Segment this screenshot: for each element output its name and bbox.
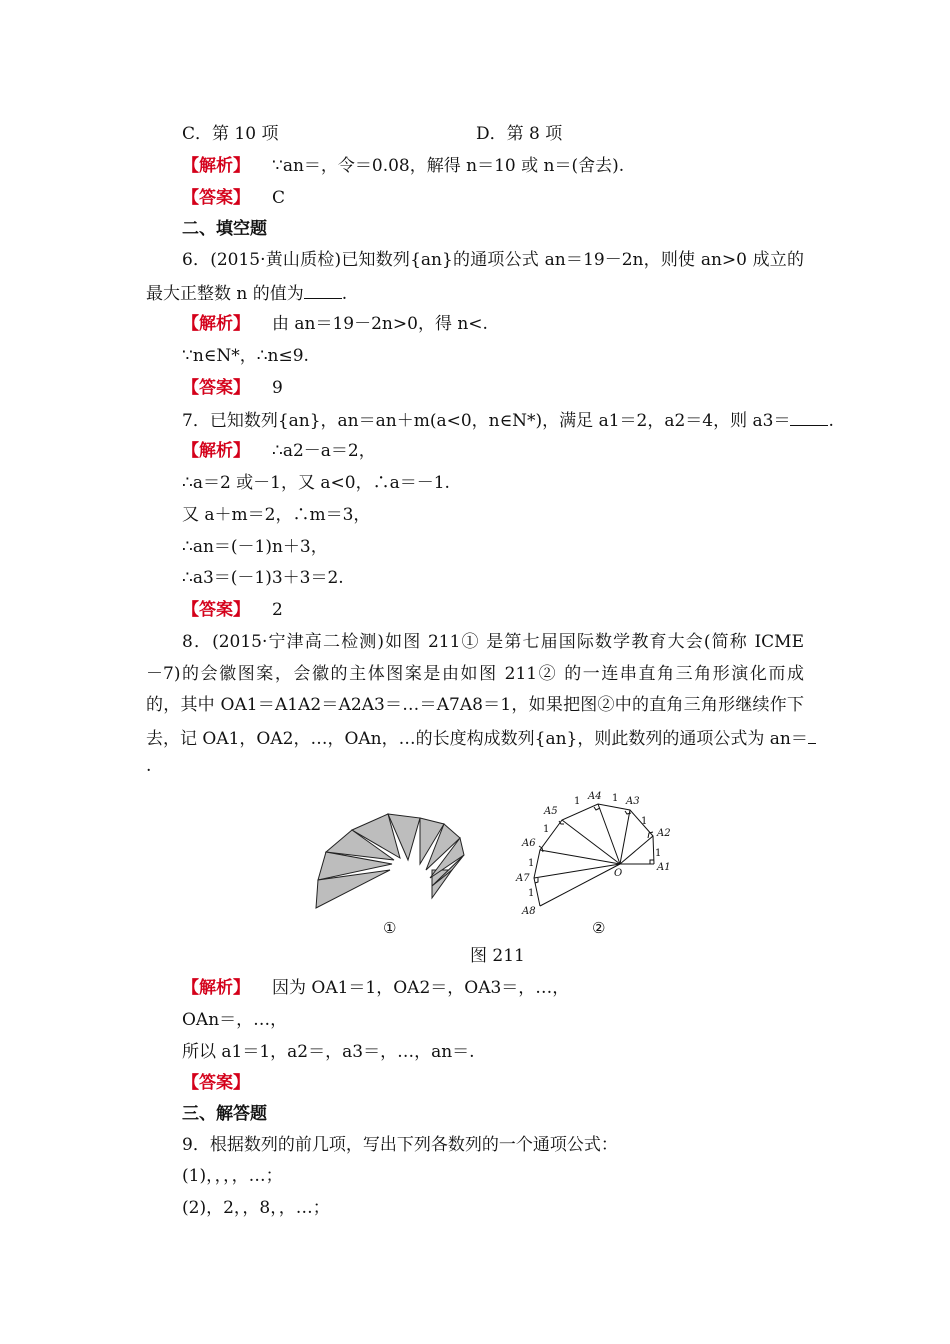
analysis-label: 【解析】 <box>182 314 250 334</box>
analysis-text: ∴a2－a＝2， <box>272 441 376 461</box>
figure1-label: ① <box>383 919 397 937</box>
answer-blank <box>304 280 342 299</box>
q8-line4-text: 去，记 OA1，OA2，…，OAn，…的长度构成数列{an}，则此数列的通项公式为 an＝ <box>146 729 808 749</box>
q7-line1-text: 7．已知数列{an}，an＝an＋m(a<0，n∈N*)，满足 a1＝2，a2＝4，则 a3＝ <box>182 411 791 431</box>
unit-length-label: 1 <box>543 824 550 835</box>
answer-text: 9 <box>272 378 283 398</box>
unit-length-label: 1 <box>528 888 535 899</box>
q7-line1 <box>182 407 834 433</box>
q8-line1: 8．(2015·宁津高二检测)如图 211① 是第七届国际数学教育大会(简称 ICME <box>182 632 804 652</box>
point-label: A4 <box>588 791 602 802</box>
unit-length-label: 1 <box>574 796 581 807</box>
answer-label: 【答案】 <box>182 188 250 208</box>
q7-step5: ∴a3＝(－1)3＋3＝2. <box>182 568 344 588</box>
q7-analysis <box>182 439 376 463</box>
point-label: A8 <box>522 906 536 917</box>
spiral-segment <box>540 850 620 864</box>
analysis-label: 【解析】 <box>182 978 250 998</box>
icme-emblem-figure <box>312 808 472 912</box>
unit-length-label: 1 <box>641 816 648 827</box>
answer-label: 【答案】 <box>182 600 250 620</box>
point-label: A5 <box>544 806 558 817</box>
spiral-triangles-figure <box>512 786 678 922</box>
spiral-outer-edge <box>534 804 654 906</box>
q7-step3: 又 a＋m＝2，∴m＝3， <box>182 505 371 525</box>
answer-text: C <box>272 188 286 208</box>
point-label: A6 <box>522 838 536 849</box>
answer-label: 【答案】 <box>182 378 250 398</box>
figure2-label: ② <box>592 919 606 937</box>
q6-answer <box>182 376 283 400</box>
q8-analysis <box>182 976 569 1000</box>
q5-analysis <box>182 154 624 178</box>
section-fill-in: 二、填空题 <box>182 219 267 239</box>
q8-step3: 所以 a1＝1，a2＝，a3＝，…，an＝. <box>182 1042 475 1062</box>
q8-line4 <box>146 725 816 751</box>
option-c: C．第 10 项 <box>182 124 279 144</box>
q6-analysis <box>182 312 488 336</box>
q6-line2-text: 最大正整数 n 的值为 <box>146 284 304 304</box>
point-label: A7 <box>516 873 530 884</box>
q8-line2: －7)的会徽图案，会徽的主体图案是由如图 211② 的一连串直角三角形演化而成 <box>146 664 804 684</box>
spiral-segment <box>598 804 620 864</box>
q9-line3: (2)，2，，8，，…； <box>182 1198 330 1218</box>
analysis-label: 【解析】 <box>182 441 250 461</box>
q7-line1-end: . <box>828 411 834 431</box>
q8-line3: 的，其中 OA1＝A1A2＝A2A3＝…＝A7A8＝1，如果把图②中的直角三角形继续作下 <box>146 695 804 715</box>
q7-step2: ∴a＝2 或－1，又 a<0，∴a＝－1. <box>182 473 450 493</box>
q9-line1: 9．根据数列的前几项，写出下列各数列的一个通项公式： <box>182 1135 618 1155</box>
unit-length-label: 1 <box>612 793 619 804</box>
analysis-text: 由 an＝19－2n>0，得 n<. <box>272 314 488 334</box>
option-d: D．第 8 项 <box>476 124 563 144</box>
analysis-text: 因为 OA1＝1，OA2＝，OA3＝，…， <box>272 978 570 998</box>
analysis-text: ∵an＝，令＝0.08，解得 n＝10 或 n＝(舍去). <box>272 156 625 176</box>
answer-blank <box>790 407 828 426</box>
q7-step4: ∴an＝(－1)n＋3， <box>182 537 328 557</box>
answer-text: 2 <box>272 600 283 620</box>
q8-line5: . <box>146 756 152 776</box>
q6-line2-end: . <box>341 284 348 304</box>
spiral-segment <box>620 810 630 864</box>
unit-length-label: 1 <box>528 858 535 869</box>
q6-line2 <box>146 280 347 306</box>
q6-line3: ∵n∈N*，∴n≤9. <box>182 346 309 366</box>
point-label: A3 <box>626 796 640 807</box>
q8-answer <box>182 1071 250 1095</box>
origin-label: O <box>614 868 623 879</box>
analysis-label: 【解析】 <box>182 156 250 176</box>
point-label: A1 <box>657 862 671 873</box>
figure-caption: 图 211 <box>470 946 525 966</box>
q9-line2: (1)，，，，…； <box>182 1166 283 1186</box>
answer-label: 【答案】 <box>182 1073 250 1093</box>
spiral-segment <box>562 820 620 864</box>
q7-answer <box>182 598 283 622</box>
right-angle-mark <box>535 878 538 883</box>
unit-length-label: 1 <box>655 848 662 859</box>
answer-blank <box>808 725 816 744</box>
spiral-segment <box>620 836 653 864</box>
q8-step2: OAn＝，…， <box>182 1010 288 1030</box>
section-answer-questions: 三、解答题 <box>182 1104 267 1124</box>
q6-line1: 6．(2015·黄山质检)已知数列{an}的通项公式 an＝19－2n，则使 an>0 成立的 <box>182 250 804 270</box>
point-label: A2 <box>657 828 671 839</box>
q5-answer <box>182 186 285 210</box>
